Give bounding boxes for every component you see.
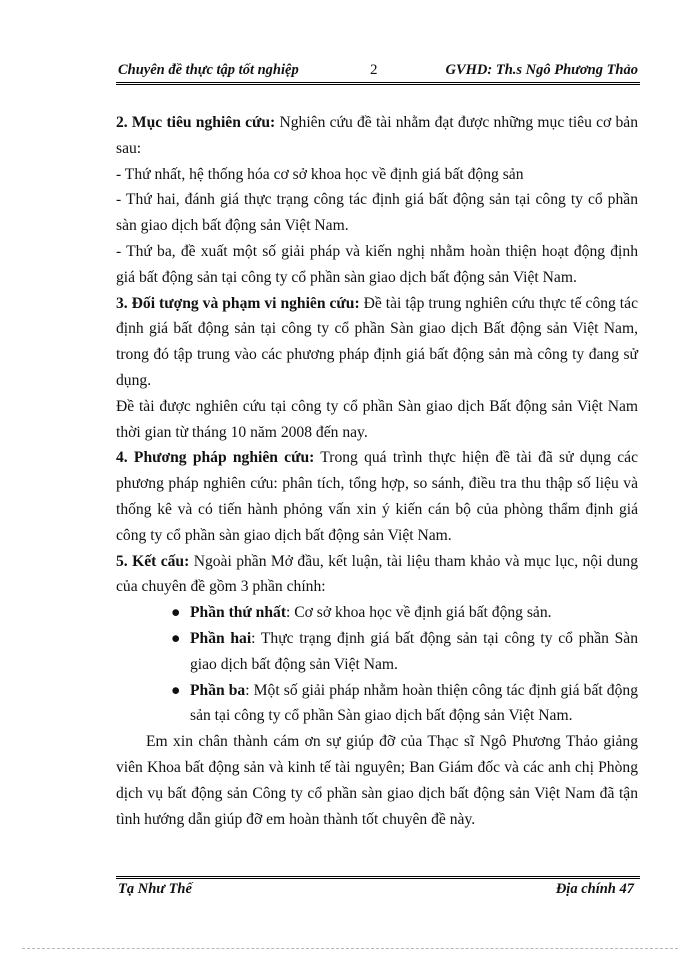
header-title: Chuyên đề thực tập tốt nghiệp [118,62,299,78]
bullet-text: : Một số giải pháp nhằm hoàn thiện công tác định giá bất động sản tại công ty cổ phần Sàn giao dịch bất động sản Việt Nam. [190,681,638,725]
section2-paragraph [116,110,638,162]
page-number: 2 [370,62,378,78]
footer-class: Địa chính 47 [555,881,634,897]
bullet-icon: ● [171,604,181,622]
section3-paragraph [116,291,638,394]
section2-intro: Nghiên cứu đề tài nhằm đạt được những mục tiêu cơ bản sau: [116,114,638,157]
section5-heading: 5. Kết cấu: [116,552,190,570]
bullet-icon: ● [171,681,181,699]
section4-paragraph [116,445,638,548]
bullet-label: Phần thứ nhất [190,604,287,622]
section2-heading: 2. Mục tiêu nghiên cứu: [116,114,276,131]
page-footer [118,881,638,901]
bullet-text: : Thực trạng định giá bất động sản tại công ty cổ phần Sàn giao dịch bất động sản Việt Nam. [190,629,638,673]
section3-paragraph-2: Đề tài được nghiên cứu tại công ty cổ phần Sàn giao dịch Bất động sản Việt Nam thời gian từ tháng 10 năm 2008 đến nay. [116,397,638,441]
section2-item-3: - Thứ ba, đề xuất một số giải pháp và kiến nghị nhằm hoàn thiện hoạt động định giá bất động sản tại công ty cổ phần sàn giao dịch bất động sản Việt Nam. [116,242,638,286]
page-header [118,62,638,82]
section4-text: Trong quá trình thực hiện đề tài đã sử dụng các phương pháp nghiên cứu: phân tích, tổng hợp, so sánh, điều tra thu thập số liệu và thống kê và có tiến hành phỏng vấn xin ý kiến cán bộ của phòng thẩm định giá công ty cổ phần sàn giao dịch bất động sản Việt Nam. [116,449,638,544]
section5-text: Ngoài phần Mở đầu, kết luận, tài liệu tham khảo và mục lục, nội dung của chuyên đề gồm 3 phần chính: [116,552,638,596]
section2-item-1: - Thứ nhất, hệ thống hóa cơ sở khoa học về định giá bất động sản [116,165,524,183]
bullet-text: : Cơ sở khoa học về định giá bất động sản. [286,604,552,622]
bullet-icon: ● [171,629,181,647]
footer-rule [116,876,640,879]
list-item [116,600,638,626]
bullet-label: Phần ba [190,681,246,699]
list-item [116,626,638,678]
list-item [116,678,638,730]
header-supervisor: GVHD: Th.s Ngô Phương Thảo [445,62,638,78]
section3-text: Đề tài tập trung nghiên cứu thực tế công tác định giá bất động sản tại công ty cổ phần Sàn giao dịch Bất động sản Việt Nam, trong đó tập trung vào các phương pháp định giá bất động sản mà công ty đang sử dụng. [116,294,638,389]
section3-heading: 3. Đối tượng và phạm vi nghiên cứu: [116,294,360,312]
footer-author: Tạ Như Thế [118,881,192,897]
section5-paragraph [116,549,638,601]
header-rule [116,82,640,85]
section4-heading: 4. Phương pháp nghiên cứu: [116,449,315,467]
section2-item-2: - Thứ hai, đánh giá thực trạng công tác định giá bất động sản tại công ty cổ phần sàn giao dịch bất động sản Việt Nam. [116,191,638,235]
page-body [116,110,638,832]
bullet-label: Phần hai [190,629,252,647]
page-break-line [22,948,678,949]
closing-paragraph: Em xin chân thành cám ơn sự giúp đỡ của Thạc sĩ Ngô Phương Thảo giảng viên Khoa bất động sản và kinh tế tài nguyên; Ban Giám đốc và các anh chị Phòng dịch vụ bất động sản Công ty cổ phần sàn giao dịch bất động sản Việt Nam đã tận tình hướng dẫn giúp đỡ em hoàn thành tốt chuyên đề này. [116,733,638,828]
